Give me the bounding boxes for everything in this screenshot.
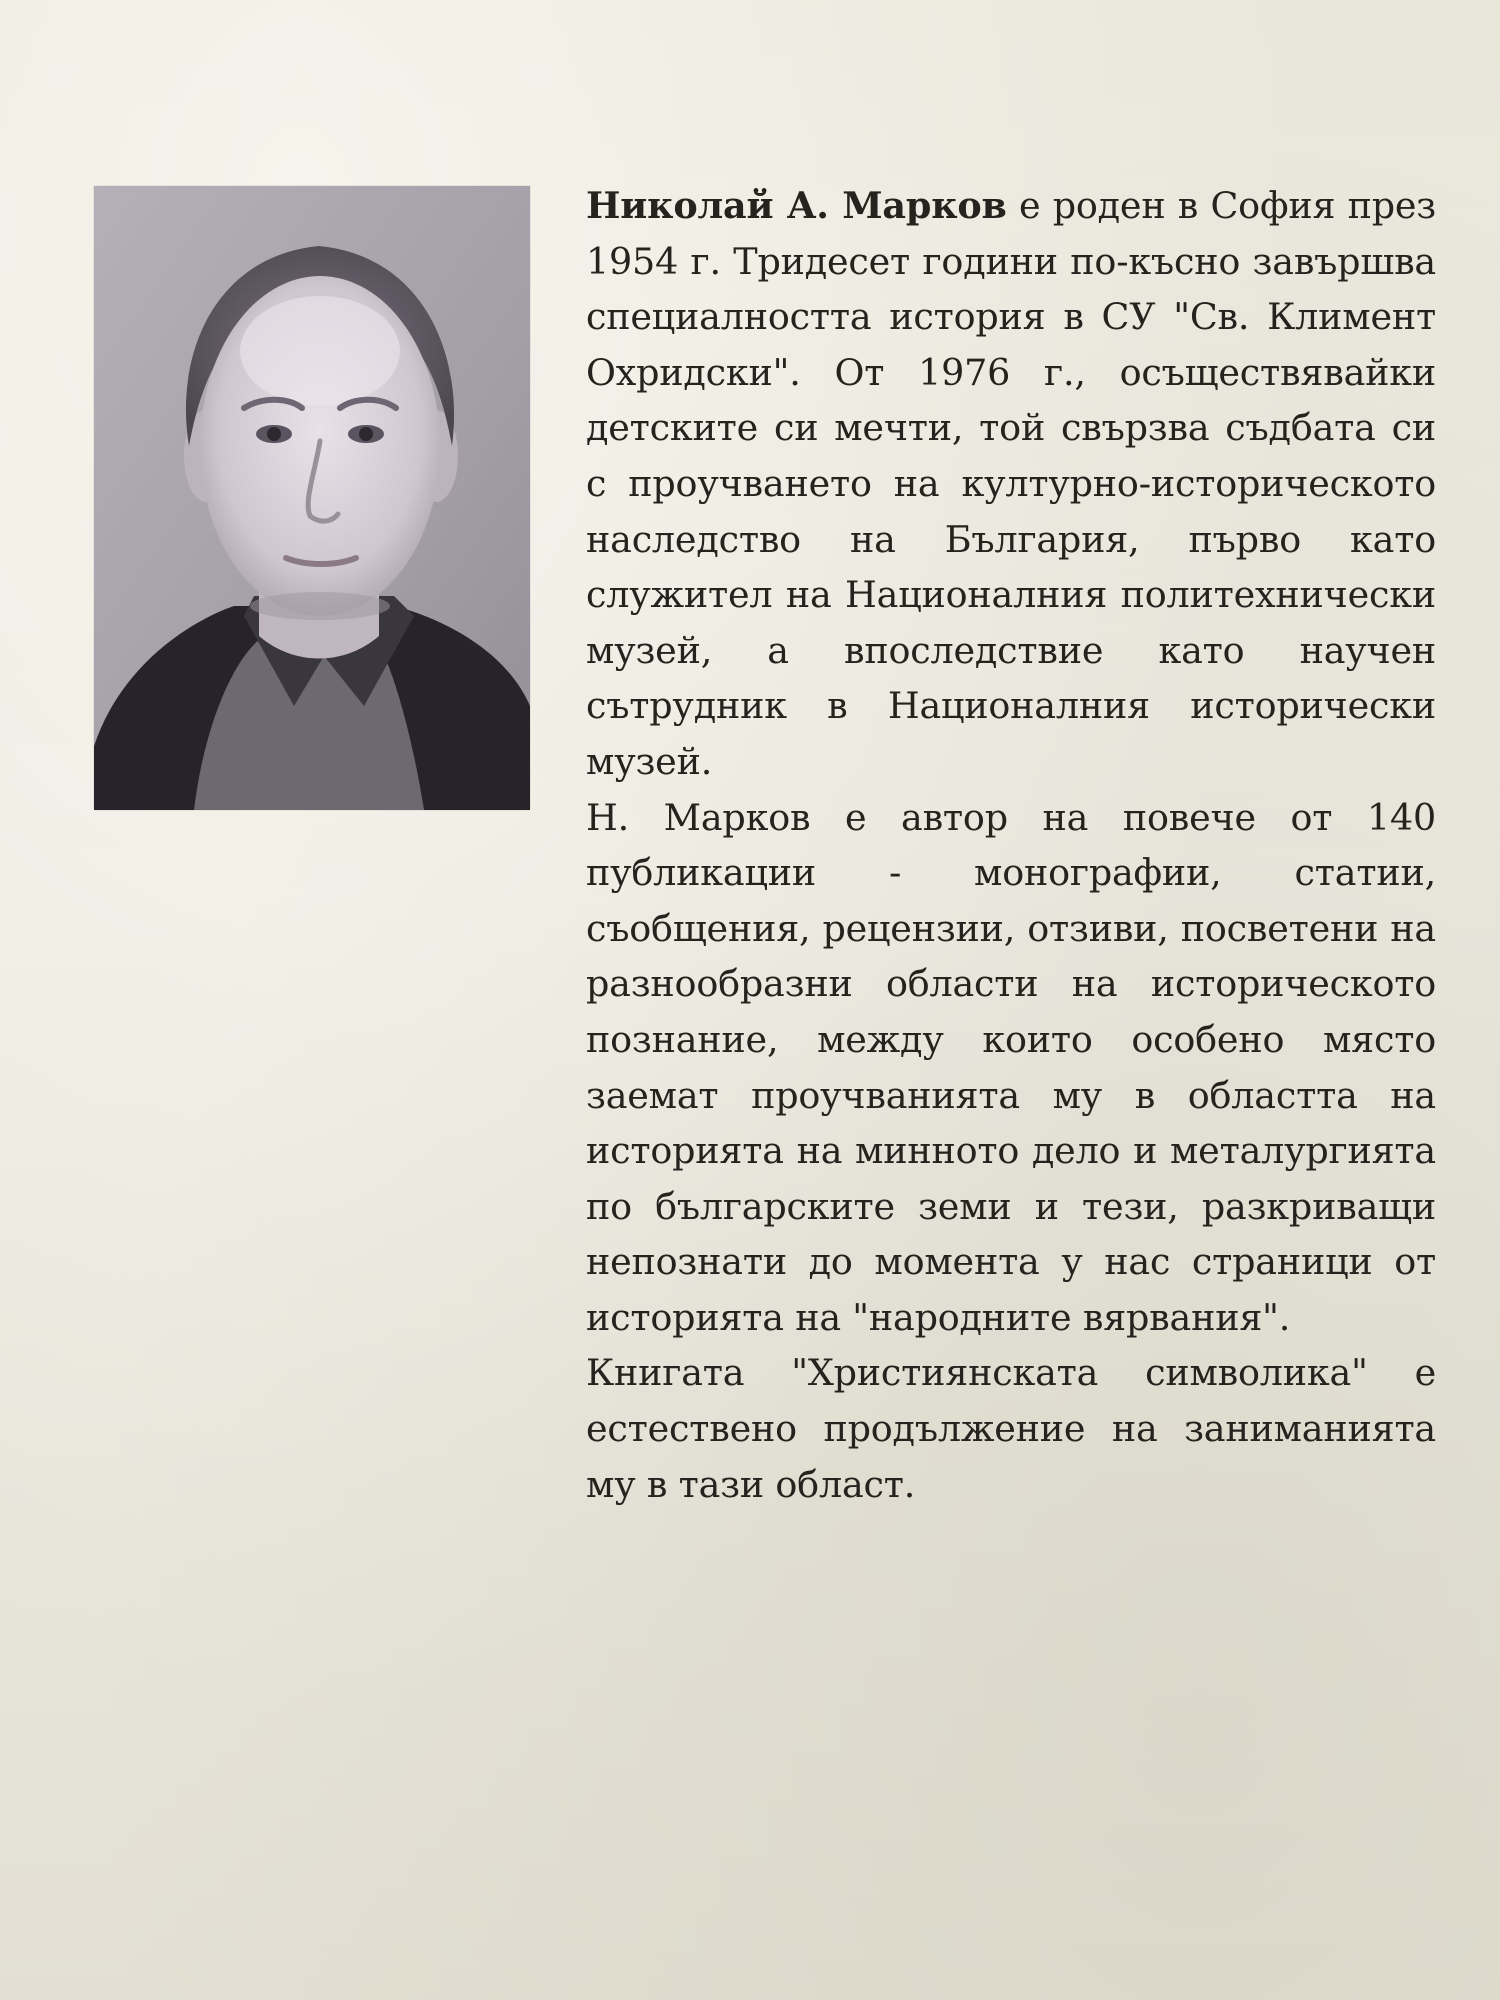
author-portrait-icon <box>94 186 530 810</box>
bio-paragraph-1-text: е роден в София през 1954 г. Тридесет години по-късно завършва специалността история в СУ "Св. Климент Охридски". От 1976 г., осъществявайки детските си мечти, той свързва съдбата си с проучването на културно-историческото наследство на България, първо като служител на Националния политехнически музей, а впоследствие като научен сътрудник в Националния исторически музей. <box>586 184 1436 783</box>
bio-paragraph-2: Н. Марков е автор на повече от 140 публикации - монографии, статии, съобщения, рецензии, отзиви, посветени на разнообразни области на историческото познание, между които особено място заемат проучванията му в областта на историята на минното дело и металургията по българските земи и тези, разкриващи непознати до момента у нас страници от историята на "народните вярвания". <box>586 795 1436 1339</box>
bio-paragraph-1 <box>586 178 1436 790</box>
author-biography <box>586 178 1436 1512</box>
bio-paragraph-3: Книгата "Християнската символика" е естествено продължение на заниманията му в тази област. <box>586 1351 1436 1506</box>
author-photo <box>94 186 530 810</box>
author-name: Николай А. Марков <box>586 184 1007 227</box>
